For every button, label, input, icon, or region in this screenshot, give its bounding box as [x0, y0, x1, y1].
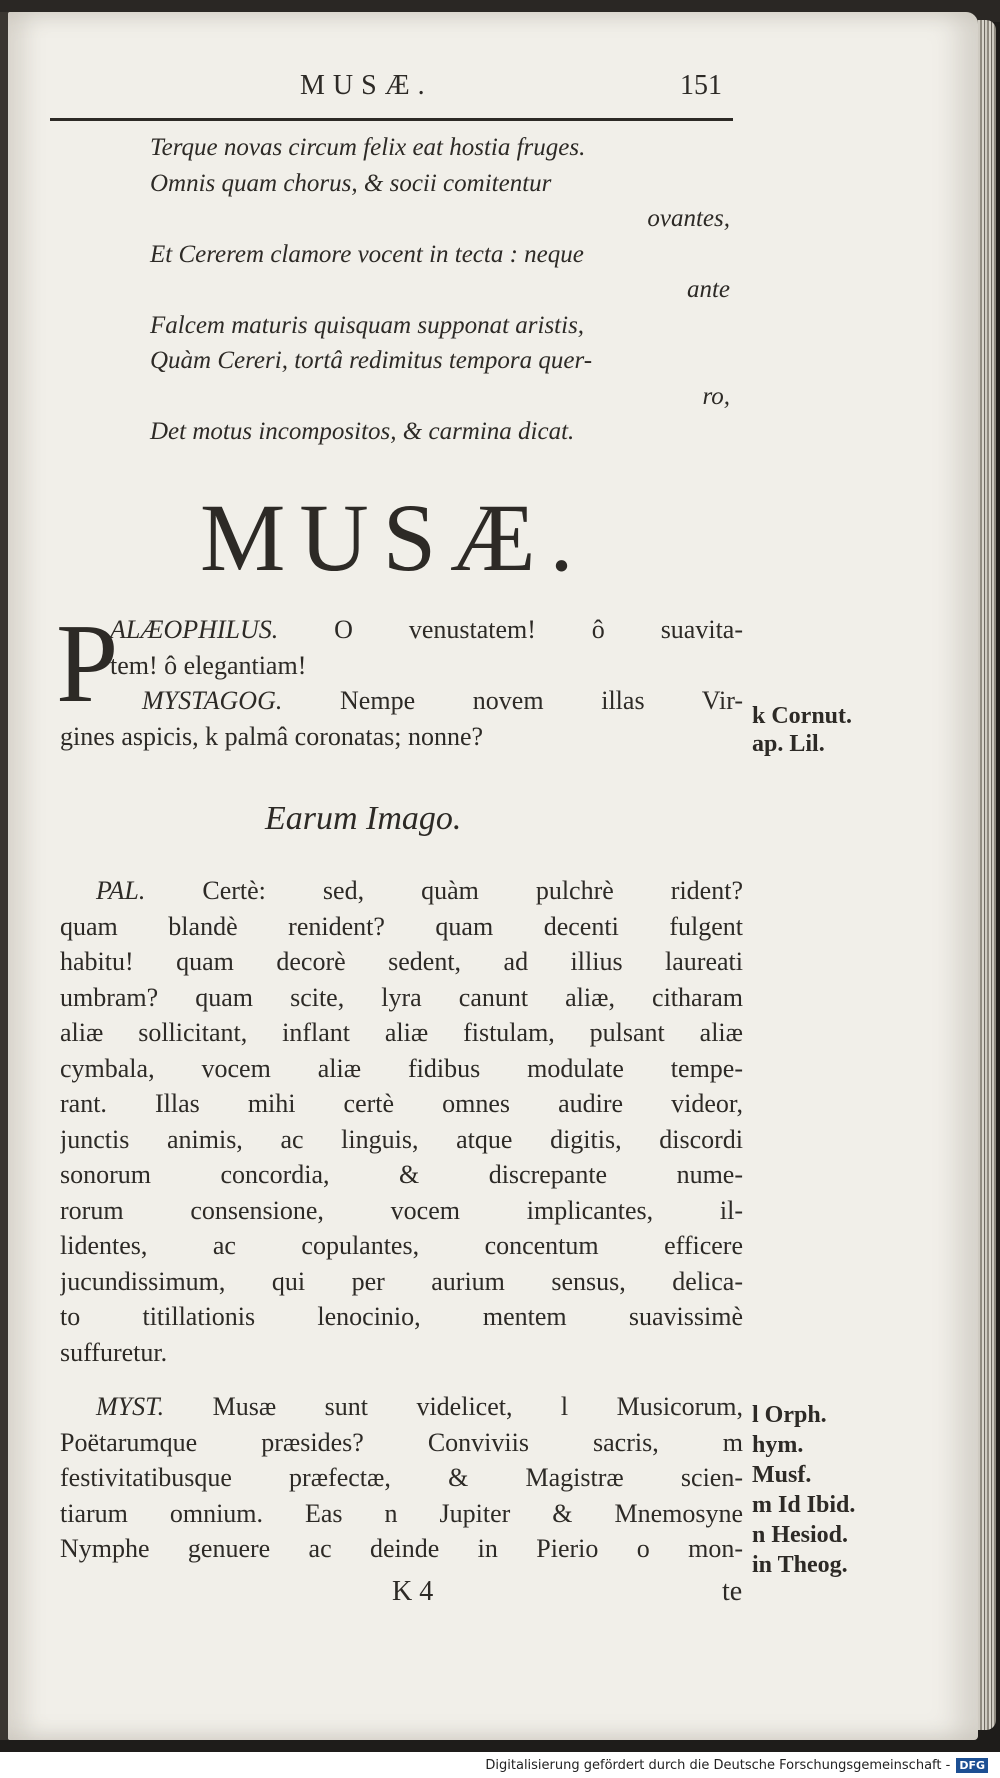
- margin-note: in Theog.: [752, 1552, 848, 1578]
- text-line: [60, 909, 743, 945]
- line-text: cymbala, vocem aliæ fidibus modulate tempe-: [60, 1053, 743, 1083]
- line-text: quam blandè renident? quam decenti fulgent: [60, 911, 743, 941]
- text-line: [60, 1299, 743, 1335]
- line-text: rorum consensione, vocem implicantes, il-: [60, 1195, 743, 1225]
- line-text: tem! ô elegantiam!: [110, 650, 307, 680]
- verse-line: Terque novas circum felix eat hostia fruges.: [150, 134, 586, 161]
- text-line: [60, 1460, 743, 1496]
- text-line: [60, 1193, 743, 1229]
- verse-line: Det motus incompositos, & carmina dicat.: [150, 418, 575, 445]
- margin-note: l Orph.: [752, 1402, 827, 1428]
- speaker-name: MYSTAGOG.: [142, 686, 283, 715]
- text-line: [60, 944, 743, 980]
- paragraph-mystagogus: [60, 1389, 743, 1567]
- dfg-logo: DFG: [956, 1758, 988, 1773]
- line-text: umbram? quam scite, lyra canunt aliæ, citharam: [60, 982, 743, 1012]
- header-rule: [50, 118, 733, 121]
- margin-note: hym.: [752, 1432, 804, 1458]
- line-text: sonorum concordia, & discrepante nume-: [60, 1160, 743, 1189]
- text-line: [60, 873, 743, 909]
- margin-notes: [752, 702, 962, 758]
- line-text: to titillationis lenocinio, mentem suavissimè: [60, 1302, 743, 1331]
- line-text: aliæ sollicitant, inflant aliæ fistulam, pulsant aliæ: [60, 1018, 743, 1047]
- running-header: [60, 70, 740, 110]
- text-line: [60, 1496, 743, 1532]
- text-line: [60, 1122, 743, 1158]
- text-line: [60, 612, 743, 648]
- verse-line: Falcem maturis quisquam supponat aristis,: [150, 311, 585, 339]
- line-text: Poëtarumque præsides? Conviviis sacris, m: [60, 1427, 743, 1457]
- line-text: O venustatem! ô suavita-: [278, 615, 743, 644]
- line-text: gines aspicis, k palmâ coronatas; nonne?: [60, 721, 484, 751]
- line-text: habitu! quam decorè sedent, ad illius laureati: [60, 947, 743, 976]
- page-number: 151: [680, 70, 722, 101]
- margin-note: m Id Ibid.: [752, 1492, 856, 1518]
- margin-note: n Hesiod.: [752, 1522, 849, 1548]
- text-line: [60, 1425, 743, 1461]
- text-line: [60, 1157, 743, 1193]
- paragraph-intro: [60, 612, 743, 754]
- text-line: [60, 648, 743, 684]
- line-text: junctis animis, ac linguis, atque digitis, discordi: [60, 1124, 743, 1154]
- text-line: [60, 1228, 743, 1264]
- line-text: Nempe novem illas Vir-: [282, 686, 743, 715]
- verse-block: [150, 130, 730, 450]
- line-text: tiarum omnium. Eas n Jupiter & Mnemosyne: [60, 1498, 743, 1528]
- margin-note: Musf.: [752, 1462, 812, 1488]
- line-text: suffuretur.: [60, 1337, 168, 1367]
- line-text: lidentes, ac copulantes, concentum efficere: [60, 1231, 743, 1260]
- line-text: rant. Illas mihi certè omnes audire videor,: [60, 1089, 743, 1118]
- speaker-name: MYST.: [96, 1392, 165, 1421]
- margin-note: k Cornut.: [752, 703, 853, 729]
- text-line: [60, 1389, 743, 1425]
- digitization-credit: Digitalisierung gefördert durch die Deutsche Forschungsgemeinschaft -: [485, 1757, 951, 1773]
- text-line: [60, 1015, 743, 1051]
- line-text: Musæ sunt videlicet, l Musicorum,: [164, 1392, 743, 1421]
- margin-note: ap. Lil.: [752, 731, 825, 757]
- digitization-footer: [0, 1752, 1000, 1778]
- verse-line: ante: [686, 276, 730, 303]
- text-line: [60, 1264, 743, 1300]
- text-line: [60, 1051, 743, 1087]
- signature-mark: K 4: [392, 1576, 434, 1607]
- verse-line: Quàm Cereri, tortâ redimitus tempora quer-: [150, 347, 593, 374]
- speaker-name: ALÆOPHILUS.: [110, 615, 279, 644]
- verse-line: ro,: [702, 382, 730, 410]
- verse-line: ovantes,: [647, 205, 730, 232]
- catchword: te: [722, 1576, 743, 1607]
- running-title: MUSÆ.: [300, 70, 433, 101]
- text-line: [60, 980, 743, 1016]
- subheading: Earum Imago.: [265, 800, 462, 837]
- line-text: jucundissimum, qui per aurium sensus, delica-: [60, 1266, 743, 1296]
- text-line: [60, 1335, 743, 1371]
- line-text: Certè: sed, quàm pulchrè rident?: [145, 876, 743, 905]
- verse-line: Omnis quam chorus, & socii comitentur: [150, 169, 552, 197]
- text-line: [60, 719, 743, 755]
- text-line: [60, 1531, 743, 1567]
- margin-notes: [752, 1401, 962, 1581]
- speaker-name: PAL.: [96, 876, 146, 905]
- text-line: [60, 683, 743, 719]
- drop-cap: P: [56, 602, 119, 726]
- line-text: Nymphe genuere ac deinde in Pierio o mon-: [60, 1534, 743, 1563]
- paragraph-image: [60, 873, 743, 1370]
- line-text: festivitatibusque præfectæ, & Magistræ scien-: [60, 1463, 743, 1492]
- text-line: [60, 1086, 743, 1122]
- verse-line: Et Cererem clamore vocent in tecta : neque: [150, 240, 584, 268]
- section-heading: MUSÆ.: [200, 484, 588, 591]
